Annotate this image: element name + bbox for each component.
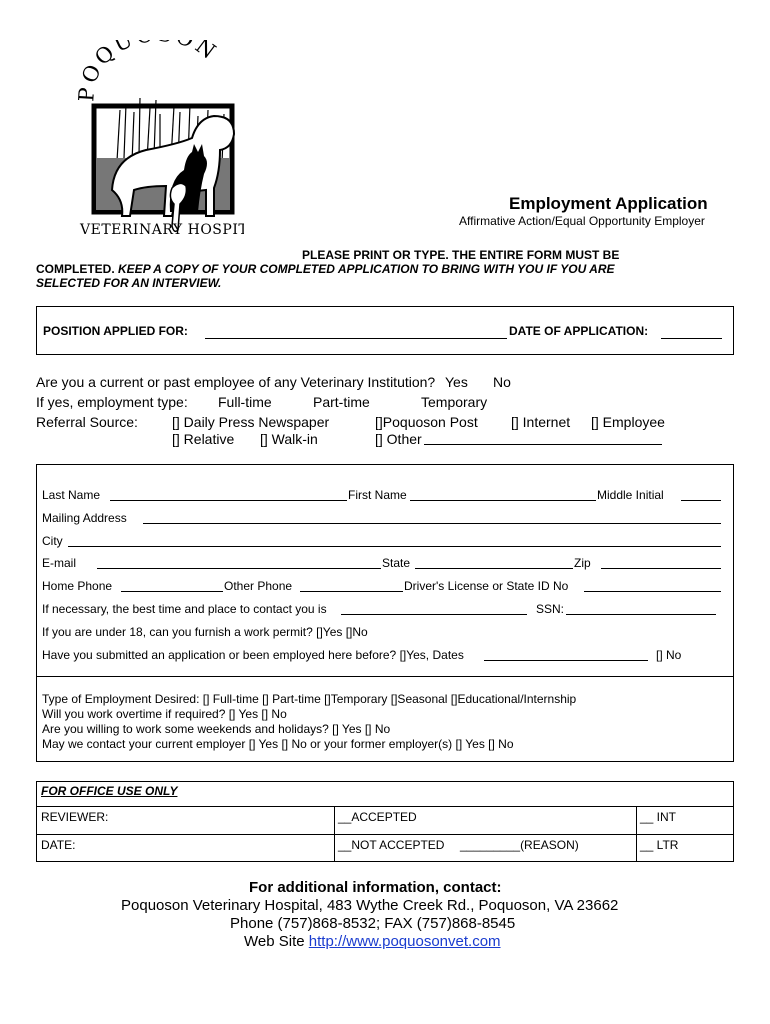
first-name-field[interactable] — [410, 500, 596, 501]
date-of-application-label: DATE OF APPLICATION: — [509, 324, 649, 338]
instructions-keep-copy: KEEP A COPY OF YOUR COMPLETED APPLICATION TO BRING WITH YOU IF YOU ARE — [118, 262, 615, 276]
city-label: City — [42, 534, 63, 548]
employment-type-temporary[interactable]: Temporary — [421, 394, 488, 410]
work-permit-question[interactable]: If you are under 18, can you furnish a work permit? []Yes []No — [42, 625, 368, 639]
referral-employee[interactable]: [] Employee — [591, 414, 665, 430]
mailing-address-label: Mailing Address — [42, 511, 127, 525]
website-link[interactable]: http://www.poquosonvet.com — [308, 933, 501, 950]
contact-heading: For additional information, contact: — [249, 879, 502, 896]
weekends-question[interactable]: Are you willing to work some weekends and holidays? [] Yes [] No — [42, 722, 391, 736]
referral-internet[interactable]: [] Internet — [511, 414, 571, 430]
instructions-line-1: PLEASE PRINT OR TYPE. THE ENTIRE FORM MUST BE — [302, 248, 620, 262]
employment-type-full-time[interactable]: Full-time — [218, 394, 272, 410]
current-employee-yes[interactable]: Yes — [445, 374, 468, 390]
referral-daily-press[interactable]: [] Daily Press Newspaper — [172, 414, 330, 430]
form-title: Employment Application — [509, 194, 708, 213]
svg-text:VETERINARY HOSPITAL: VETERINARY HOSPIT — [80, 222, 244, 238]
office-row-divider-2 — [36, 834, 734, 835]
hospital-logo — [74, 40, 244, 245]
position-applied-label: POSITION APPLIED FOR: — [43, 324, 188, 338]
position-applied-field[interactable] — [205, 338, 507, 339]
office-date-label: DATE: — [41, 838, 76, 852]
office-row-divider-1 — [36, 806, 734, 807]
applied-before-question[interactable]: Have you submitted an application or been employed here before? []Yes, Dates — [42, 648, 464, 662]
date-of-application-field[interactable] — [661, 338, 722, 339]
middle-initial-field[interactable] — [681, 500, 721, 501]
section-divider — [36, 676, 734, 677]
current-employee-no[interactable]: No — [493, 374, 511, 390]
home-phone-label: Home Phone — [42, 579, 113, 593]
state-label: State — [382, 556, 411, 570]
contact-phone: Phone (757)868-8532; FAX (757)868-8545 — [230, 915, 516, 932]
referral-relative[interactable]: [] Relative — [172, 431, 235, 447]
referral-other[interactable]: [] Other — [375, 431, 422, 447]
other-phone-field[interactable] — [300, 591, 403, 592]
office-ltr[interactable]: __ LTR — [640, 838, 679, 852]
first-name-label: First Name — [348, 488, 407, 502]
employment-type-part-time[interactable]: Part-time — [313, 394, 370, 410]
office-col-divider-1 — [334, 806, 335, 862]
drivers-license-field[interactable] — [584, 591, 721, 592]
office-use-title: FOR OFFICE USE ONLY — [41, 784, 178, 798]
contact-website-line — [244, 933, 501, 950]
office-accepted[interactable]: __ACCEPTED — [338, 810, 417, 824]
office-int[interactable]: __ INT — [640, 810, 677, 824]
email-label: E-mail — [42, 556, 77, 570]
applied-before-no[interactable]: [] No — [656, 648, 682, 662]
zip-label: Zip — [574, 556, 591, 570]
form-subtitle: Affirmative Action/Equal Opportunity Employer — [459, 214, 705, 228]
best-contact-field[interactable] — [341, 614, 527, 615]
office-not-accepted[interactable]: __NOT ACCEPTED — [338, 838, 445, 852]
referral-walk-in[interactable]: [] Walk-in — [260, 431, 318, 447]
instructions-line-2 — [36, 262, 615, 276]
best-contact-label: If necessary, the best time and place to contact you is — [42, 602, 327, 616]
middle-initial-label: Middle Initial — [597, 488, 664, 502]
ssn-label: SSN: — [536, 602, 565, 616]
state-field[interactable] — [415, 568, 573, 569]
referral-source-label: Referral Source: — [36, 414, 138, 430]
mailing-address-field[interactable] — [143, 523, 721, 524]
employment-type-desired[interactable]: Type of Employment Desired: [] Full-time [] Part-time []Temporary []Seasonal []Educational/Internship — [42, 692, 577, 706]
referral-other-field[interactable] — [424, 444, 662, 445]
zip-field[interactable] — [601, 568, 721, 569]
office-col-divider-2 — [636, 806, 637, 862]
ssn-field[interactable] — [566, 614, 716, 615]
website-label: Web Site — [244, 933, 305, 950]
city-field[interactable] — [68, 546, 721, 547]
contact-employer-question[interactable]: May we contact your current employer [] Yes [] No or your former employer(s) [] Yes [] No — [42, 737, 514, 751]
last-name-label: Last Name — [42, 488, 101, 502]
overtime-question[interactable]: Will you work overtime if required? [] Yes [] No — [42, 707, 287, 721]
contact-address: Poquoson Veterinary Hospital, 483 Wythe Creek Rd., Poquoson, VA 23662 — [121, 897, 619, 914]
referral-poquoson-post[interactable]: []Poquoson Post — [375, 414, 478, 430]
current-employee-question: Are you a current or past employee of any Veterinary Institution? — [36, 374, 436, 390]
email-field[interactable] — [97, 568, 381, 569]
employment-type-label: If yes, employment type: — [36, 394, 188, 410]
instructions-completed: COMPLETED. — [36, 262, 115, 276]
office-reason[interactable]: _________(REASON) — [460, 838, 579, 852]
other-phone-label: Other Phone — [224, 579, 293, 593]
home-phone-field[interactable] — [121, 591, 223, 592]
applied-before-dates-field[interactable] — [484, 660, 648, 661]
instructions-line-3: SELECTED FOR AN INTERVIEW. — [36, 276, 222, 290]
office-reviewer-label: REVIEWER: — [41, 810, 109, 824]
drivers-license-label: Driver's License or State ID No — [404, 579, 569, 593]
svg-text:POQUOSON: POQU N — [74, 40, 223, 103]
last-name-field[interactable] — [110, 500, 347, 501]
